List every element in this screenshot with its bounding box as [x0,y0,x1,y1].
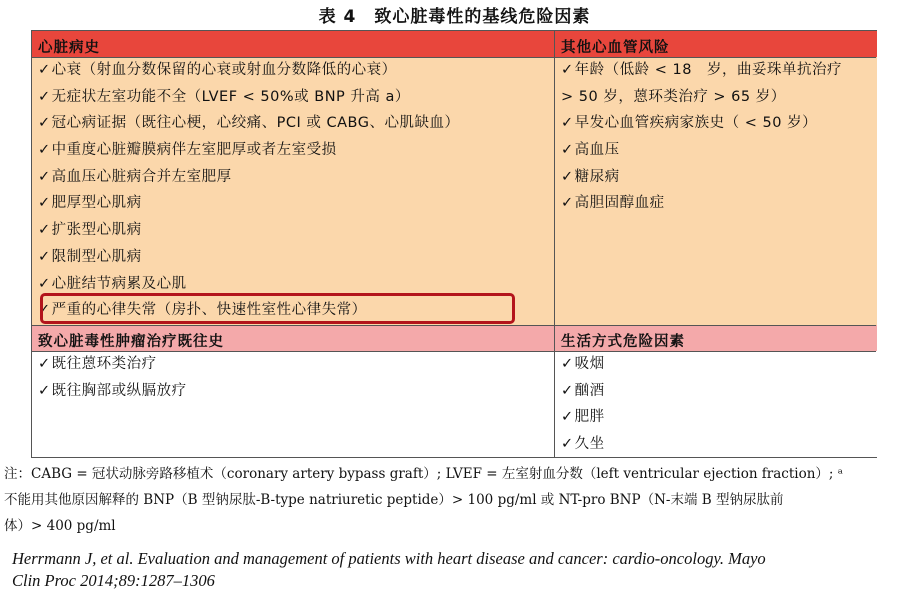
list-item-text: 高血压 [574,142,620,159]
check-mark-icon: ✓ [561,168,574,185]
list-item [32,190,554,217]
list-item-text: 肥胖 [574,409,605,426]
list-item-text: 心脏结节病累及心肌 [51,275,187,292]
list-item-text: 吸烟 [574,356,605,372]
list-item [32,378,554,405]
list-item-text: 心衰（射血分数保留的心衰或射血分数降低的心衰） [51,62,397,78]
citation-line: Herrmann J, et al. Evaluation and management of patients with heart disease and cancer: cardio-oncology. Mayo [12,549,766,568]
check-mark-icon: ✓ [561,409,574,426]
check-mark-icon: ✓ [38,168,51,185]
list-item [32,84,554,111]
check-mark-icon: ✓ [38,222,51,239]
table-title: 表 4 致心脏毒性的基线危险因素 [318,7,591,27]
other-cv-risk-items [555,110,877,217]
list-item-text: 限制型心肌病 [51,248,142,265]
list-item [555,431,877,458]
list-item-text: 严重的心律失常（房扑、快速性室性心律失常） [51,302,367,319]
list-item [555,351,877,378]
check-mark-icon: ✓ [38,382,51,399]
other-cv-risk-header: 其他心血管风险 [555,31,877,57]
other-cv-risk-list [555,57,877,110]
list-item [32,351,554,378]
check-mark-icon: ✓ [38,356,51,372]
list-item-text: 久坐 [574,436,605,453]
risk-factor-table [31,30,877,458]
check-mark-icon: ✓ [38,195,51,212]
check-mark-icon: ✓ [561,436,574,453]
cardiac-history-cell [32,57,554,325]
list-item [32,244,554,271]
list-item [555,190,877,217]
check-mark-icon: ✓ [38,142,51,159]
cardiac-history-list [32,57,554,324]
check-mark-icon: ✓ [38,88,51,105]
prior-therapy-cell [32,351,554,457]
check-mark-icon: ✓ [561,382,574,399]
list-item-text: 酗酒 [574,382,605,399]
cardiac-history-header: 心脏病史 [32,31,554,57]
table-footnote [4,461,908,539]
list-item-text: 高胆固醇血症 [574,195,665,212]
list-item [32,137,554,164]
list-item [555,164,877,191]
row-divider [32,325,876,326]
list-item-text: 无症状左室功能不全（LVEF < 50%或 BNP 升高 a） [51,88,410,105]
lifestyle-header: 生活方式危险因素 [555,325,877,351]
list-item [32,217,554,244]
age-risk-line2: > 50 岁，蒽环类治疗 > 65 岁） [561,88,786,105]
list-item-text: 冠心病证据（既往心梗，心绞痛、PCI 或 CABG、心肌缺血） [51,115,460,132]
footnote-line: 体）> 400 pg/ml [4,518,116,534]
list-item-text: 既往蒽环类治疗 [51,356,157,372]
list-item [32,110,554,137]
citation [12,548,892,592]
column-divider [554,31,555,457]
list-item-text: 既往胸部或纵膈放疗 [51,382,187,399]
arrhythmia-highlight-box [40,293,515,324]
check-mark-icon: ✓ [38,248,51,265]
list-item [555,57,877,84]
list-item-text: 肥厚型心肌病 [51,195,142,212]
list-item [555,137,877,164]
age-risk-line1: 年龄（低龄 < 18 岁，曲妥珠单抗治疗 [574,62,842,78]
other-cv-risk-cell [555,57,877,325]
citation-line: Clin Proc 2014;89:1287–1306 [12,571,215,590]
check-mark-icon: ✓ [38,62,51,78]
list-item-continuation [555,84,877,111]
list-item [555,378,877,405]
prior-therapy-header: 致心脏毒性肿瘤治疗既往史 [32,325,554,351]
check-mark-icon: ✓ [38,275,51,292]
list-item [32,164,554,191]
list-item-text: 糖尿病 [574,168,620,185]
list-item-text: 高血压心脏病合并左室肥厚 [51,168,232,185]
check-mark-icon: ✓ [561,195,574,212]
list-item [555,404,877,431]
row-divider [32,57,876,58]
list-item-text: 扩张型心肌病 [51,222,142,239]
check-mark-icon: ✓ [561,356,574,372]
check-mark-icon: ✓ [38,115,51,132]
check-mark-icon: ✓ [561,115,574,132]
lifestyle-list [555,351,877,458]
footnote-line: 注：CABG = 冠状动脉旁路移植术（coronary artery bypass graft）; LVEF = 左室射血分数（left ventricular ejection fraction）; ᵃ [4,466,843,482]
list-item-text: 中重度心脏瓣膜病伴左室肥厚或者左室受损 [51,142,337,159]
check-mark-icon: ✓ [561,62,574,78]
list-item [555,110,877,137]
prior-therapy-list [32,351,554,404]
footnote-line: 不能用其他原因解释的 BNP（B 型钠尿肽-B-type natriuretic peptide）> 100 pg/ml 或 NT-pro BNP（N-末端 B 型钠尿肽前 [4,492,784,508]
row-divider [32,351,876,352]
check-mark-icon: ✓ [38,302,51,319]
check-mark-icon: ✓ [561,142,574,159]
list-item-text: 早发心血管疾病家族史（ < 50 岁） [574,115,818,132]
lifestyle-cell [555,351,877,457]
list-item [32,57,554,84]
